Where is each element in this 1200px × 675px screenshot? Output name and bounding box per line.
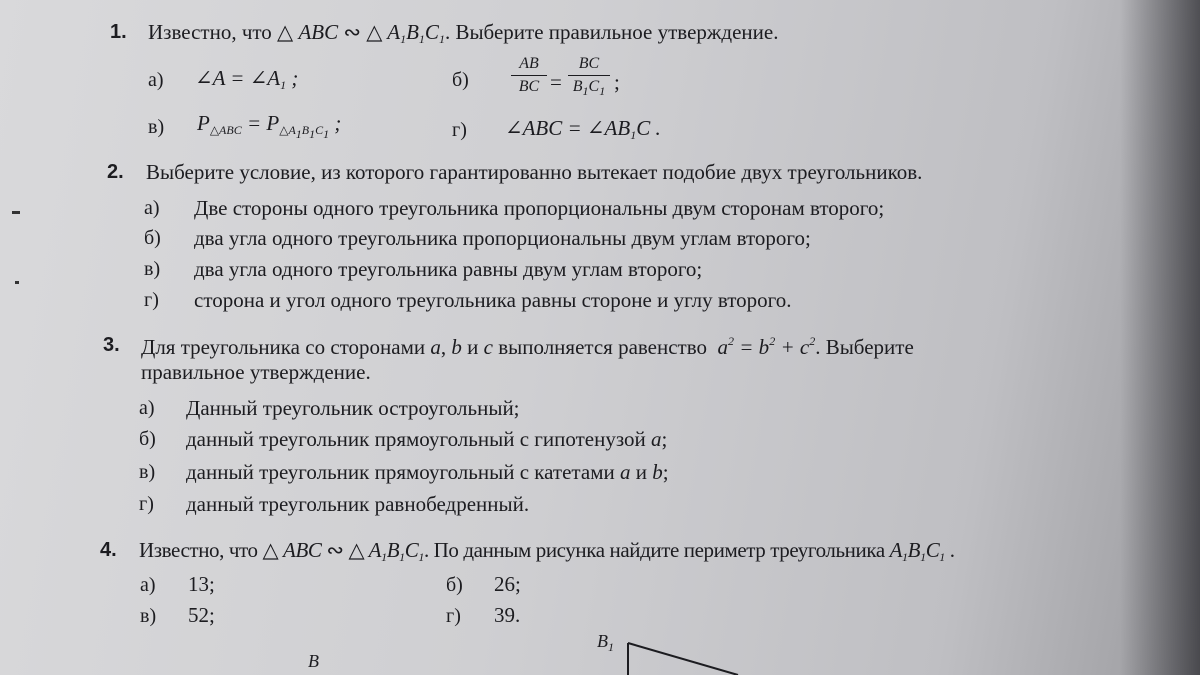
q1-option-v-label: в) [148,116,165,138]
q4-option-g-label: г) [446,605,461,627]
q3-option-a: Данный треугольник остроугольный; [186,396,520,420]
q1-option-v: $P_{\triangle ABC} = P_{\triangle A_1B_1C_1}$ ; [197,111,342,141]
q2-option-a-label: а) [144,197,160,219]
q3-option-a-label: а) [139,397,155,419]
q4-option-g: 39. [494,603,521,627]
q2-option-v: два угла одного треугольника равны двум углам второго; [194,257,703,281]
q1-text [148,22,778,45]
q4-option-v: 52; [188,603,215,627]
q1-sim-left: △ ABC [277,20,339,44]
q2-option-g: сторона и угол одного треугольника равны стороне и углу второго. [194,288,792,312]
q4-option-b-label: б) [446,574,463,596]
q3-number: 3. [103,334,120,356]
q1-option-b-label: б) [452,69,469,91]
q1-option-a-label: а) [148,69,164,91]
q2-option-b: два угла одного треугольника пропорциональны двум углам второго; [194,226,811,250]
q2-number: 2. [107,161,124,183]
q3-text-tail: . Выберите [815,335,914,359]
q1-option-a: ∠A = $\angle A_1$ ; [195,66,299,92]
q3-text-mid: выполняется равенство [498,335,708,359]
q4-option-a: 13; [188,572,215,596]
q3-option-v-label: в) [139,461,156,483]
margin-mark [15,281,19,284]
q3-option-g: данный треугольник равнобедренный. [186,492,530,516]
q1-option-b-equals: = [550,70,562,94]
q3-option-b: данный треугольник прямоугольный с гипотенузой a; [186,427,668,451]
q3-option-b-label: б) [139,428,156,450]
figure-label-b: B [308,651,319,671]
figure-triangle-fragment [620,640,740,675]
q3-text-line1: Для треугольника со сторонами a, b и c выполняется равенство $a^2 = b^2 + c^2$. Выберите [141,334,914,359]
q4-text: Известно, что △ ABC ∾ △ $A_1B_1C_1$. По данным рисунка найдите периметр треугольника $A_1B_1C_1$ . [139,538,955,564]
q3-option-v: данный треугольник прямоугольный с катетами a и b; [186,460,669,484]
q3-text-start: Для треугольника со сторонами [141,335,426,359]
q3-option-g-label: г) [139,493,154,515]
q1-sim-sign: ∾ [343,20,361,44]
q2-option-b-label: б) [144,227,161,249]
q2-option-g-label: г) [144,289,159,311]
q2-option-v-label: в) [144,258,161,280]
q1-option-b-fraction-left: AB BC [511,55,547,96]
q1-option-g: ∠ABC = $\angle AB_1C$ . [505,116,661,142]
shadow-edge [1120,0,1200,675]
q3-equation: $a^2 = b^2 + c^2$ [712,334,816,359]
q2-text: Выберите условие, из которого гарантированно вытекает подобие двух треугольников. [146,160,923,184]
q1-prefix: Известно, что [148,20,272,44]
q1-option-g-label: г) [452,119,467,141]
q3-text-line2: правильное утверждение. [141,360,371,384]
figure-label-b1: $B_1$ [597,631,614,654]
q1-sim-right: △ $A_1B_1C_1$ [366,20,445,46]
q1-number: 1. [110,21,127,43]
q1-option-b-semicolon: ; [614,70,620,94]
q4-option-a-label: а) [140,574,156,596]
q1-option-b-fraction-right: BC $B_1C_1$ [568,55,610,99]
q2-option-a: Две стороны одного треугольника пропорциональны двум сторонам второго; [194,196,885,220]
q4-option-v-label: в) [140,605,157,627]
q1-suffix: . Выберите правильное утверждение. [444,20,779,44]
margin-mark [12,211,20,214]
q4-option-b: 26; [494,572,521,596]
q4-number: 4. [100,539,117,561]
